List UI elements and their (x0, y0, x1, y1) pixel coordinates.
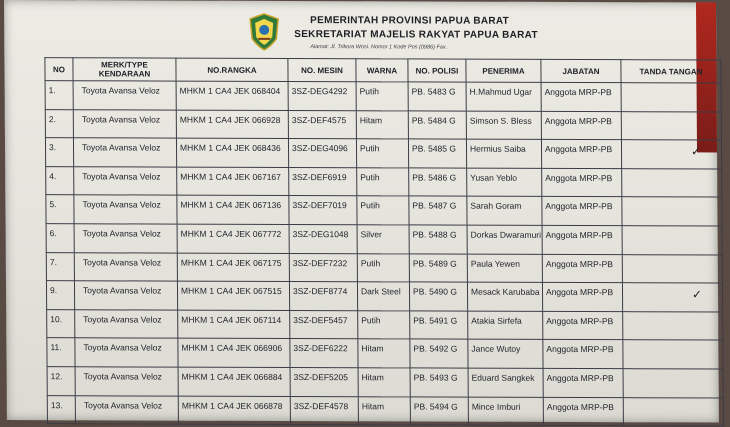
cell-rangka: MHKM 1 CA4 JEK 068436 (176, 138, 288, 167)
cell-penerima: Atakia Sirfefa (468, 311, 543, 340)
cell-penerima: Sarah Goram (467, 196, 542, 225)
cell-jabatan: Anggota MRP-PB (542, 225, 622, 254)
cell-no: 10. (47, 309, 75, 338)
cell-rangka: MHKM 1 CA4 JEK 067175 (177, 253, 289, 282)
cell-penerima: Mince Imburi (468, 397, 543, 426)
cell-polisi: PB. 5493 G (410, 368, 468, 397)
cell-no: 12. (47, 367, 75, 396)
table-row (45, 81, 721, 112)
secretariat-title: SEKRETARIAT MAJELIS RAKYAT PAPUA BARAT (294, 29, 538, 41)
cell-merk: Toyota Avansa Veloz (75, 338, 178, 367)
cell-no: 9. (46, 281, 74, 310)
table-row (46, 224, 722, 255)
cell-ttd (621, 111, 721, 140)
cell-polisi: PB. 5485 G (408, 139, 466, 168)
cell-no: 6. (46, 224, 74, 253)
cell-rangka: MHKM 1 CA4 JEK 067136 (177, 195, 289, 224)
cell-no: 13. (47, 395, 75, 424)
cell-rangka: MHKM 1 CA4 JEK 066878 (178, 396, 290, 425)
cell-rangka: MHKM 1 CA4 JEK 066884 (178, 367, 290, 396)
col-rangka: NO.RANGKA (176, 58, 288, 81)
cell-mesin: 3SZ-DEF6222 (290, 339, 358, 368)
cell-ttd (623, 311, 723, 340)
table-row (47, 338, 723, 369)
cell-rangka: MHKM 1 CA4 JEK 067114 (178, 310, 290, 339)
cell-warna: Hitam (358, 396, 410, 425)
col-mesin: NO. MESIN (288, 58, 356, 81)
table-row (47, 309, 723, 340)
cell-jabatan: Anggota MRP-PB (543, 368, 623, 397)
cell-mesin: 3SZ-DEF5205 (290, 367, 358, 396)
cell-penerima: Simson S. Bless (466, 111, 541, 140)
cell-polisi: PB. 5484 G (408, 111, 466, 140)
cell-jabatan: Anggota MRP-PB (541, 140, 621, 169)
cell-merk: Toyota Avansa Veloz (74, 252, 177, 281)
cell-warna: Putih (357, 196, 409, 225)
cell-warna: Putih (357, 253, 409, 282)
cell-merk: Toyota Avansa Veloz (74, 224, 177, 253)
cell-ttd: ✓ (621, 140, 721, 169)
cell-penerima: Jance Wutoy (468, 339, 543, 368)
cell-mesin: 3SZ-DEF4578 (290, 396, 358, 425)
letterhead (4, 8, 716, 64)
cell-mesin: 3SZ-DEG4096 (288, 139, 356, 168)
cell-warna: Dark Steel (357, 282, 409, 311)
cell-penerima: H.Mahmud Ugar (466, 82, 541, 111)
cell-merk: Toyota Avansa Veloz (75, 395, 178, 424)
address-line: Alamat: Jl. Trikora Wosi. Nomor 1 Kode Pos (0986) Fax. (310, 44, 448, 51)
government-title: PEMERINTAH PROVINSI PAPUA BARAT (310, 15, 510, 27)
province-emblem-icon (248, 13, 280, 51)
cell-penerima: Mesack Karubaba (467, 282, 542, 311)
cell-merk: Toyota Avansa Veloz (74, 195, 177, 224)
cell-polisi: PB. 5489 G (409, 253, 467, 282)
cell-ttd (623, 340, 723, 369)
cell-merk: Toyota Avansa Veloz (73, 81, 176, 110)
document-paper (4, 0, 719, 423)
cell-no: 7. (46, 252, 74, 281)
cell-rangka: MHKM 1 CA4 JEK 067167 (177, 167, 289, 196)
col-warna: WARNA (356, 59, 408, 82)
cell-jabatan: Anggota MRP-PB (543, 340, 623, 369)
cell-no: 11. (47, 338, 75, 367)
col-no: NO (45, 58, 73, 81)
col-jabatan: JABATAN (541, 59, 621, 82)
cell-ttd (622, 168, 722, 197)
cell-penerima: Hermius Saiba (466, 139, 541, 168)
cell-rangka: MHKM 1 CA4 JEK 066906 (178, 338, 290, 367)
cell-jabatan: Anggota MRP-PB (543, 311, 623, 340)
cell-no: 1. (45, 81, 73, 110)
cell-warna: Hitam (358, 368, 410, 397)
cell-jabatan: Anggota MRP-PB (541, 111, 621, 140)
table-row (46, 195, 722, 226)
cell-jabatan: Anggota MRP-PB (542, 283, 622, 312)
cell-mesin: 3SZ-DEF5457 (290, 310, 358, 339)
cell-warna: Putih (356, 82, 408, 111)
cell-penerima: Paula Yewen (467, 254, 542, 283)
table-row (46, 252, 722, 283)
cell-polisi: PB. 5487 G (409, 196, 467, 225)
table-row (46, 166, 722, 197)
cell-mesin: 3SZ-DEF6919 (289, 167, 357, 196)
cell-mesin: 3SZ-DEG1048 (289, 224, 357, 253)
cell-warna: Hitam (358, 339, 410, 368)
cell-warna: Putih (357, 168, 409, 197)
cell-ttd (623, 397, 723, 426)
cell-no: 2. (45, 109, 73, 138)
cell-no: 5. (46, 195, 74, 224)
cell-mesin: 3SZ-DEF4575 (288, 110, 356, 139)
cell-warna: Putih (358, 310, 410, 339)
cell-warna: Putih (356, 139, 408, 168)
vehicle-table (44, 57, 724, 427)
cell-ttd (622, 197, 722, 226)
col-penerima: PENERIMA (466, 59, 541, 82)
cell-rangka: MHKM 1 CA4 JEK 066928 (176, 110, 288, 139)
cell-rangka: MHKM 1 CA4 JEK 067772 (177, 224, 289, 253)
cell-mesin: 3SZ-DEF7232 (289, 253, 357, 282)
cell-jabatan: Anggota MRP-PB (542, 168, 622, 197)
cell-ttd (621, 83, 721, 112)
table-row (45, 138, 721, 169)
cell-ttd (623, 369, 723, 398)
cell-polisi: PB. 5491 G (410, 311, 468, 340)
cell-no: 3. (45, 138, 73, 167)
table-row (45, 109, 721, 140)
cell-mesin: 3SZ-DEF7019 (289, 196, 357, 225)
cell-jabatan: Anggota MRP-PB (541, 82, 621, 111)
cell-polisi: PB. 5492 G (410, 339, 468, 368)
cell-merk: Toyota Avansa Veloz (74, 167, 177, 196)
col-merk: MERK/TYPE KENDARAAN (73, 58, 176, 81)
table-row (46, 281, 722, 312)
table-row (47, 395, 723, 426)
cell-mesin: 3SZ-DEG4292 (288, 81, 356, 110)
cell-rangka: MHKM 1 CA4 JEK 067515 (177, 281, 289, 310)
cell-ttd (622, 254, 722, 283)
cell-merk: Toyota Avansa Veloz (75, 310, 178, 339)
cell-polisi: PB. 5494 G (410, 396, 468, 425)
cell-polisi: PB. 5490 G (409, 282, 467, 311)
cell-polisi: PB. 5486 G (409, 168, 467, 197)
cell-polisi: PB. 5483 G (408, 82, 466, 111)
cell-ttd (622, 226, 722, 255)
cell-warna: Silver (357, 225, 409, 254)
cell-jabatan: Anggota MRP-PB (543, 397, 623, 426)
cell-warna: Hitam (356, 110, 408, 139)
table-header-row (45, 58, 721, 83)
cell-mesin: 3SZ-DEF8774 (289, 282, 357, 311)
cell-merk: Toyota Avansa Veloz (73, 138, 176, 167)
cell-merk: Toyota Avansa Veloz (74, 281, 177, 310)
cell-penerima: Yusan Yeblo (467, 168, 542, 197)
cell-rangka: MHKM 1 CA4 JEK 068404 (176, 81, 288, 110)
cell-ttd: ✓ (622, 283, 722, 312)
cell-polisi: PB. 5488 G (409, 225, 467, 254)
cell-penerima: Dorkas Dwaramuri (467, 225, 542, 254)
cell-no: 4. (46, 166, 74, 195)
cell-jabatan: Anggota MRP-PB (542, 254, 622, 283)
table-row (47, 367, 723, 398)
cell-penerima: Eduard Sangkek (468, 368, 543, 397)
cell-merk: Toyota Avansa Veloz (75, 367, 178, 396)
col-tanda-tangan: TANDA TANGAN (621, 60, 721, 83)
cell-merk: Toyota Avansa Veloz (73, 109, 176, 138)
col-polisi: NO. POLISI (408, 59, 466, 82)
cell-jabatan: Anggota MRP-PB (542, 197, 622, 226)
